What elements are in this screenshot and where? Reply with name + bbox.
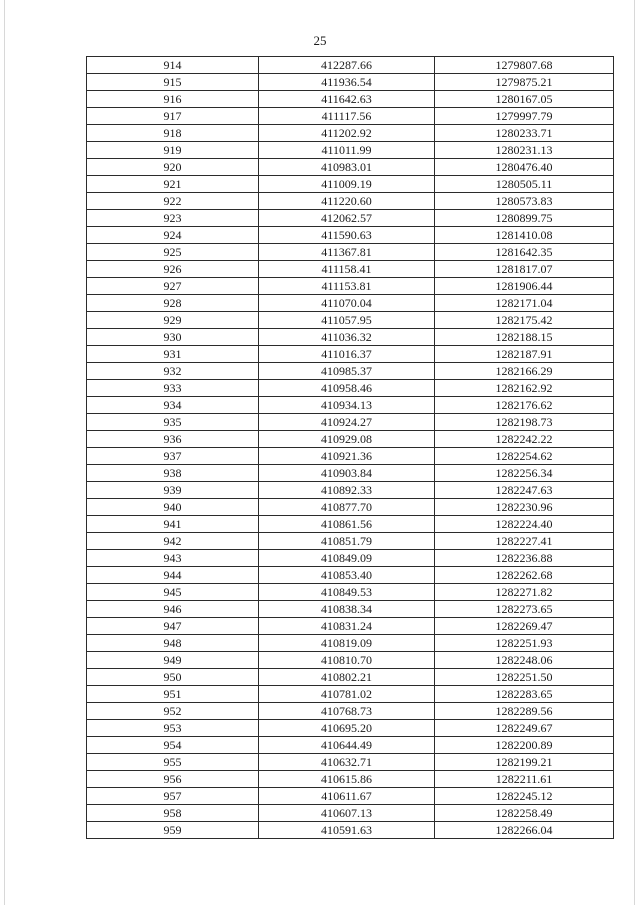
y-coordinate-cell: 1282262.68	[435, 567, 614, 584]
x-coordinate-cell: 411011.99	[259, 142, 435, 159]
x-coordinate-cell: 410591.63	[259, 822, 435, 839]
point-number-cell: 952	[87, 703, 259, 720]
table-row	[87, 261, 614, 278]
y-coordinate-cell: 1279807.68	[435, 57, 614, 74]
table-row	[87, 465, 614, 482]
point-number-cell: 938	[87, 465, 259, 482]
table-row	[87, 210, 614, 227]
table-row	[87, 176, 614, 193]
x-coordinate-cell: 411117.56	[259, 108, 435, 125]
point-number-cell: 922	[87, 193, 259, 210]
x-coordinate-cell: 410611.67	[259, 788, 435, 805]
y-coordinate-cell: 1282199.21	[435, 754, 614, 771]
x-coordinate-cell: 411036.32	[259, 329, 435, 346]
point-number-cell: 948	[87, 635, 259, 652]
x-coordinate-cell: 410851.79	[259, 533, 435, 550]
y-coordinate-cell: 1281817.07	[435, 261, 614, 278]
y-coordinate-cell: 1282247.63	[435, 482, 614, 499]
x-coordinate-cell: 410849.09	[259, 550, 435, 567]
point-number-cell: 926	[87, 261, 259, 278]
table-row	[87, 601, 614, 618]
table-row	[87, 669, 614, 686]
point-number-cell: 932	[87, 363, 259, 380]
table-row	[87, 193, 614, 210]
x-coordinate-cell: 410695.20	[259, 720, 435, 737]
x-coordinate-cell: 410853.40	[259, 567, 435, 584]
point-number-cell: 929	[87, 312, 259, 329]
x-coordinate-cell: 410849.53	[259, 584, 435, 601]
y-coordinate-cell: 1281906.44	[435, 278, 614, 295]
page-number: 25	[313, 33, 327, 48]
y-coordinate-cell: 1279997.79	[435, 108, 614, 125]
x-coordinate-cell: 410781.02	[259, 686, 435, 703]
y-coordinate-cell: 1280167.05	[435, 91, 614, 108]
table-row	[87, 482, 614, 499]
point-number-cell: 914	[87, 57, 259, 74]
y-coordinate-cell: 1282175.42	[435, 312, 614, 329]
y-coordinate-cell: 1279875.21	[435, 74, 614, 91]
x-coordinate-cell: 411367.81	[259, 244, 435, 261]
x-coordinate-cell: 412287.66	[259, 57, 435, 74]
y-coordinate-cell: 1282171.04	[435, 295, 614, 312]
point-number-cell: 927	[87, 278, 259, 295]
y-coordinate-cell: 1280233.71	[435, 125, 614, 142]
x-coordinate-cell: 410983.01	[259, 159, 435, 176]
y-coordinate-cell: 1282188.15	[435, 329, 614, 346]
point-number-cell: 946	[87, 601, 259, 618]
point-number-cell: 956	[87, 771, 259, 788]
y-coordinate-cell: 1282230.96	[435, 499, 614, 516]
table-row	[87, 363, 614, 380]
y-coordinate-cell: 1281410.08	[435, 227, 614, 244]
y-coordinate-cell: 1282224.40	[435, 516, 614, 533]
y-coordinate-cell: 1280476.40	[435, 159, 614, 176]
point-number-cell: 944	[87, 567, 259, 584]
y-coordinate-cell: 1282245.12	[435, 788, 614, 805]
x-coordinate-cell: 410831.24	[259, 618, 435, 635]
y-coordinate-cell: 1282236.88	[435, 550, 614, 567]
x-coordinate-cell: 410934.13	[259, 397, 435, 414]
point-number-cell: 933	[87, 380, 259, 397]
point-number-cell: 918	[87, 125, 259, 142]
point-number-cell: 941	[87, 516, 259, 533]
x-coordinate-cell: 410810.70	[259, 652, 435, 669]
x-coordinate-cell: 410921.36	[259, 448, 435, 465]
y-coordinate-cell: 1282251.93	[435, 635, 614, 652]
x-coordinate-cell: 410877.70	[259, 499, 435, 516]
table-row	[87, 244, 614, 261]
point-number-cell: 957	[87, 788, 259, 805]
table-row	[87, 346, 614, 363]
table-row	[87, 567, 614, 584]
table-row	[87, 618, 614, 635]
table-row	[87, 91, 614, 108]
x-coordinate-cell: 411590.63	[259, 227, 435, 244]
point-number-cell: 921	[87, 176, 259, 193]
point-number-cell: 958	[87, 805, 259, 822]
point-number-cell: 940	[87, 499, 259, 516]
point-number-cell: 945	[87, 584, 259, 601]
table-row	[87, 754, 614, 771]
point-number-cell: 916	[87, 91, 259, 108]
y-coordinate-cell: 1282166.29	[435, 363, 614, 380]
x-coordinate-cell: 410903.84	[259, 465, 435, 482]
table-row	[87, 686, 614, 703]
point-number-cell: 950	[87, 669, 259, 686]
y-coordinate-cell: 1280505.11	[435, 176, 614, 193]
table-row	[87, 397, 614, 414]
table-row	[87, 448, 614, 465]
point-number-cell: 943	[87, 550, 259, 567]
x-coordinate-cell: 411070.04	[259, 295, 435, 312]
coordinate-table	[86, 56, 614, 839]
point-number-cell: 947	[87, 618, 259, 635]
point-number-cell: 920	[87, 159, 259, 176]
point-number-cell: 930	[87, 329, 259, 346]
y-coordinate-cell: 1282249.67	[435, 720, 614, 737]
point-number-cell: 954	[87, 737, 259, 754]
table-row	[87, 805, 614, 822]
x-coordinate-cell: 411009.19	[259, 176, 435, 193]
y-coordinate-cell: 1280899.75	[435, 210, 614, 227]
point-number-cell: 917	[87, 108, 259, 125]
point-number-cell: 936	[87, 431, 259, 448]
y-coordinate-cell: 1282289.56	[435, 703, 614, 720]
x-coordinate-cell: 411158.41	[259, 261, 435, 278]
table-row	[87, 635, 614, 652]
scan-edge-left	[4, 0, 5, 905]
x-coordinate-cell: 410802.21	[259, 669, 435, 686]
coordinate-table-body	[87, 57, 614, 839]
y-coordinate-cell: 1281642.35	[435, 244, 614, 261]
y-coordinate-cell: 1282256.34	[435, 465, 614, 482]
table-row	[87, 125, 614, 142]
table-row	[87, 703, 614, 720]
x-coordinate-cell: 410644.49	[259, 737, 435, 754]
point-number-cell: 959	[87, 822, 259, 839]
point-number-cell: 934	[87, 397, 259, 414]
y-coordinate-cell: 1282283.65	[435, 686, 614, 703]
scan-edge-right	[634, 0, 635, 905]
table-row	[87, 380, 614, 397]
table-row	[87, 737, 614, 754]
table-row	[87, 533, 614, 550]
table-row	[87, 431, 614, 448]
x-coordinate-cell: 410615.86	[259, 771, 435, 788]
x-coordinate-cell: 411936.54	[259, 74, 435, 91]
x-coordinate-cell: 410892.33	[259, 482, 435, 499]
point-number-cell: 931	[87, 346, 259, 363]
y-coordinate-cell: 1282200.89	[435, 737, 614, 754]
y-coordinate-cell: 1282258.49	[435, 805, 614, 822]
table-row	[87, 652, 614, 669]
point-number-cell: 928	[87, 295, 259, 312]
table-row	[87, 108, 614, 125]
table-row	[87, 499, 614, 516]
x-coordinate-cell: 410838.34	[259, 601, 435, 618]
x-coordinate-cell: 411016.37	[259, 346, 435, 363]
table-row	[87, 414, 614, 431]
y-coordinate-cell: 1282242.22	[435, 431, 614, 448]
point-number-cell: 939	[87, 482, 259, 499]
point-number-cell: 949	[87, 652, 259, 669]
y-coordinate-cell: 1282269.47	[435, 618, 614, 635]
point-number-cell: 937	[87, 448, 259, 465]
table-row	[87, 159, 614, 176]
coordinate-table-container	[86, 56, 613, 839]
x-coordinate-cell: 410958.46	[259, 380, 435, 397]
x-coordinate-cell: 411153.81	[259, 278, 435, 295]
x-coordinate-cell: 410819.09	[259, 635, 435, 652]
point-number-cell: 919	[87, 142, 259, 159]
point-number-cell: 915	[87, 74, 259, 91]
point-number-cell: 955	[87, 754, 259, 771]
x-coordinate-cell: 410924.27	[259, 414, 435, 431]
table-row	[87, 278, 614, 295]
y-coordinate-cell: 1282254.62	[435, 448, 614, 465]
table-row	[87, 822, 614, 839]
table-row	[87, 295, 614, 312]
table-row	[87, 312, 614, 329]
table-row	[87, 720, 614, 737]
table-row	[87, 329, 614, 346]
table-row	[87, 771, 614, 788]
x-coordinate-cell: 410632.71	[259, 754, 435, 771]
x-coordinate-cell: 410861.56	[259, 516, 435, 533]
y-coordinate-cell: 1282227.41	[435, 533, 614, 550]
x-coordinate-cell: 410607.13	[259, 805, 435, 822]
x-coordinate-cell: 411057.95	[259, 312, 435, 329]
point-number-cell: 925	[87, 244, 259, 261]
y-coordinate-cell: 1282251.50	[435, 669, 614, 686]
x-coordinate-cell: 410985.37	[259, 363, 435, 380]
y-coordinate-cell: 1282187.91	[435, 346, 614, 363]
point-number-cell: 942	[87, 533, 259, 550]
y-coordinate-cell: 1282162.92	[435, 380, 614, 397]
y-coordinate-cell: 1282266.04	[435, 822, 614, 839]
table-row	[87, 550, 614, 567]
x-coordinate-cell: 411202.92	[259, 125, 435, 142]
table-row	[87, 788, 614, 805]
x-coordinate-cell: 412062.57	[259, 210, 435, 227]
y-coordinate-cell: 1282248.06	[435, 652, 614, 669]
y-coordinate-cell: 1280231.13	[435, 142, 614, 159]
y-coordinate-cell: 1280573.83	[435, 193, 614, 210]
table-row	[87, 57, 614, 74]
point-number-cell: 953	[87, 720, 259, 737]
y-coordinate-cell: 1282176.62	[435, 397, 614, 414]
y-coordinate-cell: 1282211.61	[435, 771, 614, 788]
table-row	[87, 74, 614, 91]
y-coordinate-cell: 1282198.73	[435, 414, 614, 431]
point-number-cell: 924	[87, 227, 259, 244]
x-coordinate-cell: 411642.63	[259, 91, 435, 108]
table-row	[87, 584, 614, 601]
table-row	[87, 142, 614, 159]
point-number-cell: 923	[87, 210, 259, 227]
x-coordinate-cell: 411220.60	[259, 193, 435, 210]
table-row	[87, 516, 614, 533]
table-row	[87, 227, 614, 244]
point-number-cell: 951	[87, 686, 259, 703]
x-coordinate-cell: 410768.73	[259, 703, 435, 720]
y-coordinate-cell: 1282271.82	[435, 584, 614, 601]
y-coordinate-cell: 1282273.65	[435, 601, 614, 618]
x-coordinate-cell: 410929.08	[259, 431, 435, 448]
point-number-cell: 935	[87, 414, 259, 431]
